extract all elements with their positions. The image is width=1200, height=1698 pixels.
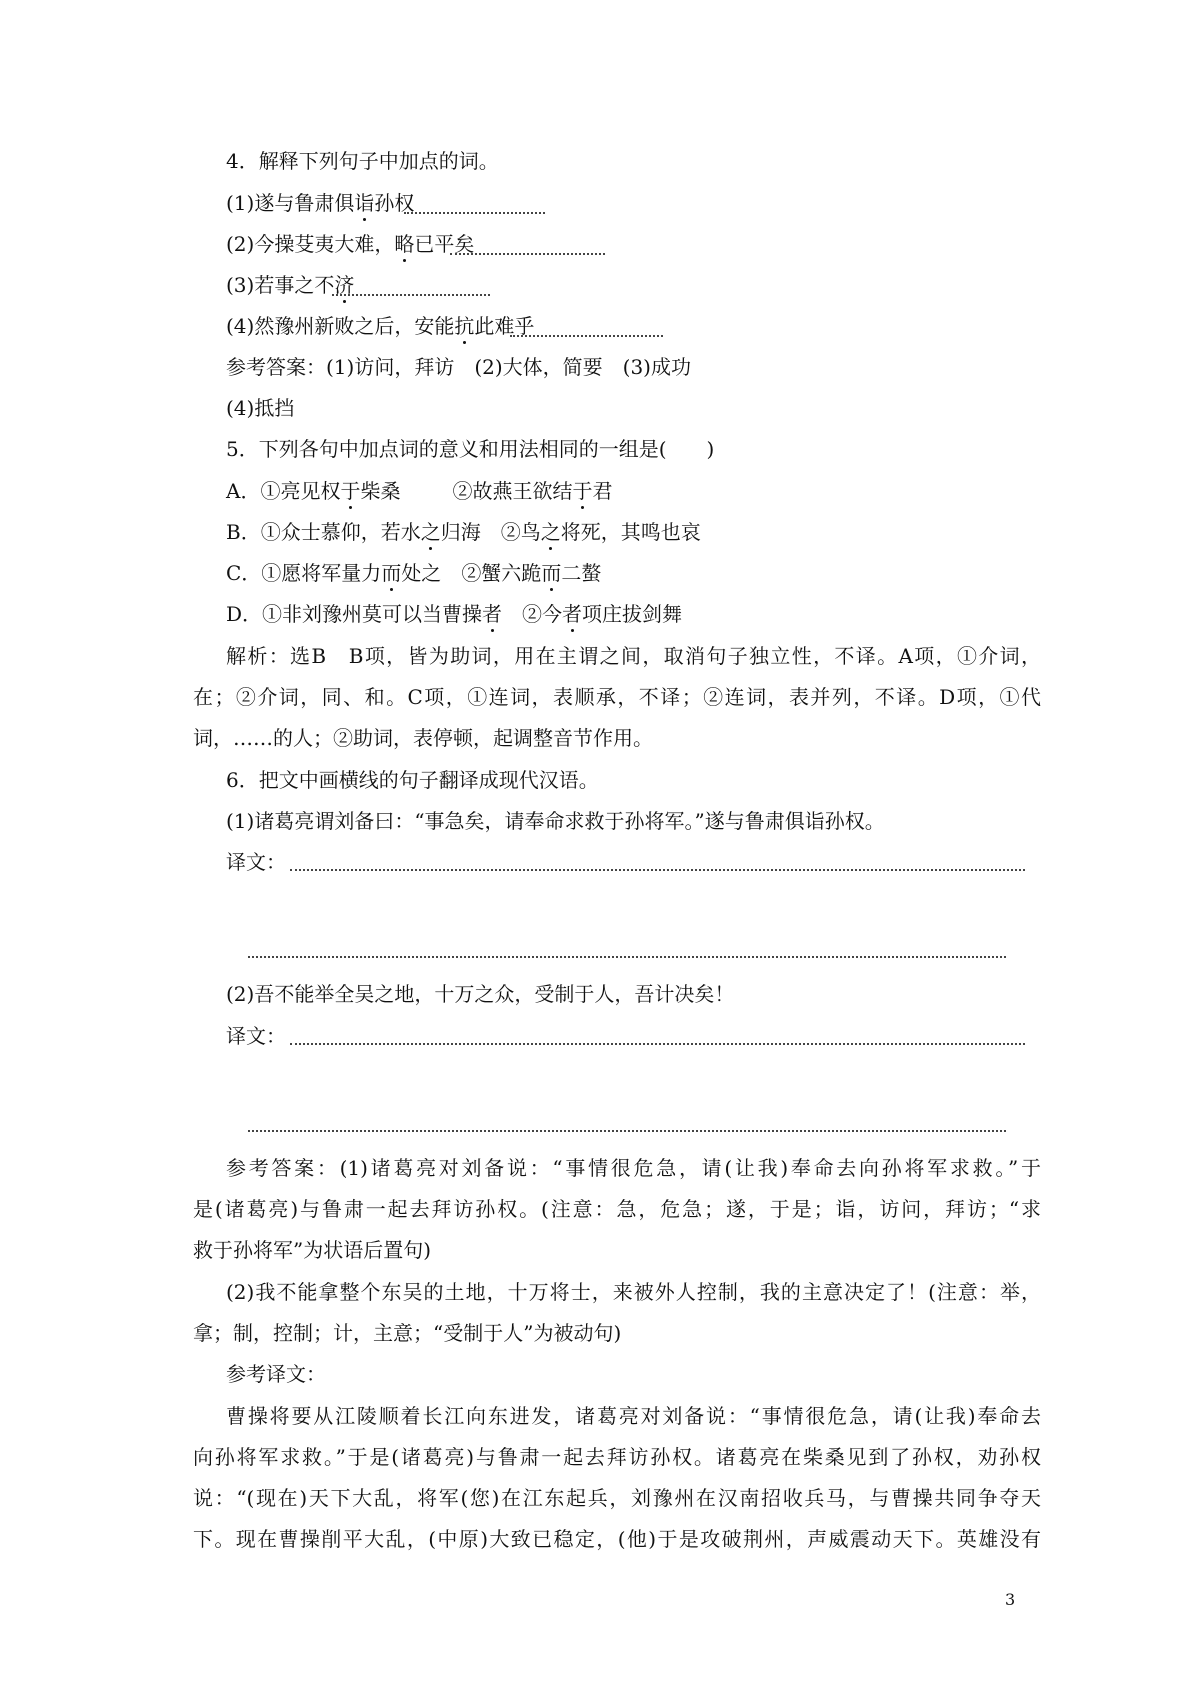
q4-item-1: (1)遂与鲁肃俱诣孙权 — [226, 191, 415, 215]
translation-blank[interactable] — [248, 1130, 1006, 1132]
q6-sentence-1: (1)诸葛亮谓刘备曰：“事急矣，请奉命求救于孙将军。”遂与鲁肃俱诣孙权。 — [226, 809, 885, 833]
translation-line: 向孙将军求救。”于是(诸葛亮)与鲁肃一起去拜访孙权。诸葛亮在柴桑见到了孙权，劝孙权 — [193, 1445, 1041, 1469]
q6-answer-line: 参考答案：(1)诸葛亮对刘备说：“事情很危急，请(让我)奉命去向孙将军求救。”于 — [226, 1156, 1041, 1180]
q5-analysis-line: 词，……的人；②助词，表停顿，起调整音节作用。 — [193, 726, 653, 750]
translation-blank[interactable] — [290, 1043, 1025, 1045]
q6-stem: 6．把文中画横线的句子翻译成现代汉语。 — [226, 768, 599, 792]
q5-analysis-line: 在；②介词，同、和。C项，①连词，表顺承，不译；②连词，表并列，不译。D项，①代 — [193, 685, 1041, 709]
answer-blank[interactable] — [510, 335, 663, 337]
q4-item-2: (2)今操芟夷大难，略已平矣 — [226, 232, 475, 256]
q4-answer-cont: (4)抵挡 — [226, 396, 295, 420]
q5-stem: 5．下列各句中加点词的意义和用法相同的一组是( ) — [226, 437, 715, 461]
answer-blank[interactable] — [450, 253, 605, 255]
translation-line: 说：“(现在)天下大乱，将军(您)在江东起兵，刘豫州在汉南招收兵马，与曹操共同争夺天 — [193, 1486, 1041, 1510]
q6-answer-line: 救于孙将军”为状语后置句) — [193, 1238, 432, 1262]
answer-blank[interactable] — [332, 294, 490, 296]
translation-blank[interactable] — [290, 869, 1025, 871]
translation-line: 下。现在曹操削平大乱，(中原)大致已稳定，(他)于是攻破荆州，声威震动天下。英雄没有 — [193, 1527, 1041, 1551]
q5-option-c: C．①愿将军量力而处之 ②蟹六跪而二螯 — [226, 561, 602, 585]
page-number: 3 — [1005, 1590, 1016, 1609]
q6-answer-line: 是(诸葛亮)与鲁肃一起去拜访孙权。(注意：急，危急；遂，于是；诣，访问，拜访；“求 — [193, 1197, 1041, 1221]
q6-sentence-2: (2)吾不能举全吴之地，十万之众，受制于人，吾计决矣！ — [226, 982, 735, 1006]
q6-answer-line: 拿；制，控制；计，主意；“受制于人”为被动句) — [193, 1321, 622, 1345]
q5-option-b: B．①众士慕仰，若水之归海 ②鸟之将死，其鸣也哀 — [226, 520, 701, 544]
q4-stem: 4．解释下列句子中加点的词。 — [226, 149, 499, 173]
q6-answer-line: (2)我不能拿整个东吴的土地，十万将士，来被外人控制，我的主意决定了！(注意：举， — [226, 1280, 1041, 1304]
q4-item-4: (4)然豫州新败之后，安能抗此难乎 — [226, 314, 535, 338]
q5-option-a: A．①亮见权于柴桑 ②故燕王欲结于君 — [226, 479, 613, 503]
q4-answer: 参考答案：(1)访问，拜访 (2)大体，简要 (3)成功 — [226, 355, 691, 379]
answer-blank[interactable] — [404, 212, 545, 214]
q5-option-d: D．①非刘豫州莫可以当曹操者 ②今者项庄拔剑舞 — [226, 602, 683, 626]
translation-label: 译文： — [226, 850, 286, 874]
q5-analysis-line: 解析：选B B项，皆为助词，用在主谓之间，取消句子独立性，不译。A项，①介词， — [226, 644, 1041, 668]
q4-item-3: (3)若事之不济 — [226, 273, 355, 297]
translation-blank[interactable] — [248, 956, 1006, 958]
translation-heading: 参考译文： — [226, 1362, 326, 1386]
translation-line: 曹操将要从江陵顺着长江向东进发，诸葛亮对刘备说：“事情很危急，请(让我)奉命去 — [226, 1404, 1041, 1428]
translation-label: 译文： — [226, 1024, 286, 1048]
